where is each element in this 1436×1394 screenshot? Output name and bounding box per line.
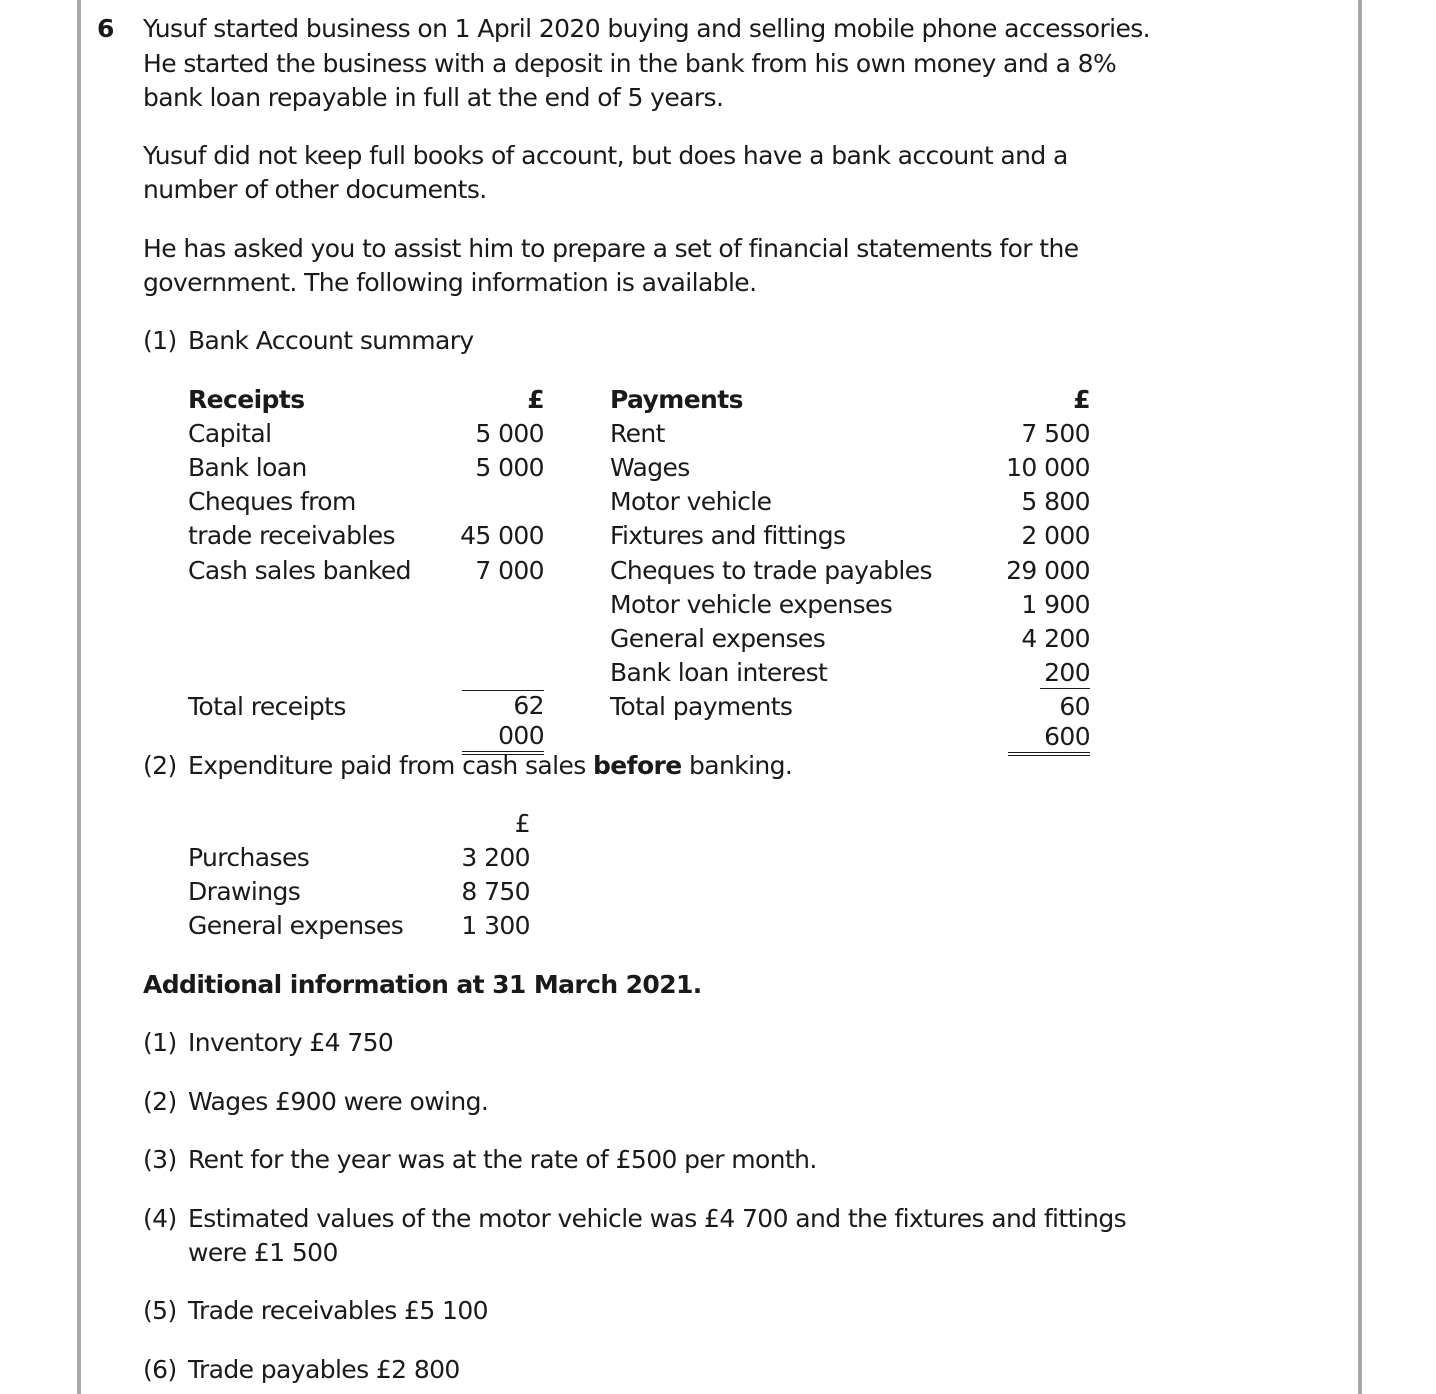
additional-item-text: were £1 500 bbox=[188, 1238, 338, 1267]
payment-label: Motor vehicle bbox=[610, 487, 772, 516]
payment-label: Fixtures and fittings bbox=[610, 521, 846, 550]
additional-item-label: (6) bbox=[143, 1355, 177, 1384]
section2-title-part: banking. bbox=[681, 751, 793, 780]
para3-line-1: He has asked you to assist him to prepare a set of financial statements for the bbox=[143, 234, 1079, 263]
additional-item-label: (3) bbox=[143, 1145, 177, 1174]
payment-value: 5 800 bbox=[1021, 487, 1090, 516]
page-border-right bbox=[1358, 0, 1362, 1394]
payment-label: Cheques to trade payables bbox=[610, 556, 932, 585]
additional-item-text: Trade payables £2 800 bbox=[188, 1355, 460, 1384]
additional-info-heading: Additional information at 31 March 2021. bbox=[143, 970, 702, 999]
payment-value: 10 000 bbox=[1006, 453, 1090, 482]
payment-value-underlined bbox=[1040, 658, 1090, 689]
receipt-label: Cheques from bbox=[188, 487, 356, 516]
total-receipts-overline bbox=[462, 690, 544, 755]
payment-label: Bank loan interest bbox=[610, 658, 828, 687]
receipt-label: Cash sales banked bbox=[188, 556, 411, 585]
additional-item-label: (1) bbox=[143, 1028, 177, 1057]
payments-header: Payments bbox=[610, 385, 743, 414]
total-receipts-label: Total receipts bbox=[188, 692, 346, 721]
receipt-label: Capital bbox=[188, 419, 272, 448]
total-receipts-value: 62 000 bbox=[462, 691, 544, 755]
payment-label: Rent bbox=[610, 419, 665, 448]
section2-label: (2) bbox=[143, 751, 177, 780]
para3-line-2: government. The following information is available. bbox=[143, 268, 757, 297]
payment-label: Wages bbox=[610, 453, 690, 482]
para2-line-1: Yusuf did not keep full books of account, but does have a bank account and a bbox=[143, 141, 1068, 170]
cash-expenditure-label: Drawings bbox=[188, 877, 301, 906]
receipt-label: trade receivables bbox=[188, 521, 395, 550]
cash-expenditure-currency: £ bbox=[514, 809, 530, 838]
section1-title: Bank Account summary bbox=[188, 326, 474, 355]
additional-item-label: (4) bbox=[143, 1204, 177, 1233]
section2-title-bold: before bbox=[593, 751, 682, 780]
receipt-value: 7 000 bbox=[475, 556, 544, 585]
cash-expenditure-value: 3 200 bbox=[461, 843, 530, 872]
payment-value: 4 200 bbox=[1021, 624, 1090, 653]
payments-currency: £ bbox=[1073, 385, 1090, 414]
additional-item-label: (5) bbox=[143, 1296, 177, 1325]
additional-item-text: Wages £900 were owing. bbox=[188, 1087, 489, 1116]
cash-expenditure-label: Purchases bbox=[188, 843, 310, 872]
para2-line-2: number of other documents. bbox=[143, 175, 487, 204]
receipts-header: Receipts bbox=[188, 385, 305, 414]
section2-title-part: Expenditure paid from cash sales bbox=[188, 751, 594, 780]
payment-value: 29 000 bbox=[1006, 556, 1090, 585]
receipt-value: 5 000 bbox=[475, 453, 544, 482]
additional-item-label: (2) bbox=[143, 1087, 177, 1116]
payment-value: 2 000 bbox=[1021, 521, 1090, 550]
intro-line-2: He started the business with a deposit in the bank from his own money and a 8% bbox=[143, 49, 1117, 78]
total-receipts-box bbox=[462, 690, 544, 755]
intro-line-3: bank loan repayable in full at the end of 5 years. bbox=[143, 83, 724, 112]
page-border-left bbox=[77, 0, 81, 1394]
payment-label: Motor vehicle expenses bbox=[610, 590, 893, 619]
cash-expenditure-value: 1 300 bbox=[461, 911, 530, 940]
payment-value: 7 500 bbox=[1021, 419, 1090, 448]
total-payments-box bbox=[1008, 692, 1090, 756]
additional-item-text: Inventory £4 750 bbox=[188, 1028, 394, 1057]
total-payments-value: 60 600 bbox=[1008, 692, 1090, 756]
cash-expenditure-value: 8 750 bbox=[461, 877, 530, 906]
payment-label: General expenses bbox=[610, 624, 826, 653]
receipt-value: 5 000 bbox=[475, 419, 544, 448]
additional-item-text: Rent for the year was at the rate of £500 per month. bbox=[188, 1145, 817, 1174]
additional-item-text: Trade receivables £5 100 bbox=[188, 1296, 488, 1325]
receipt-value: 45 000 bbox=[460, 521, 544, 550]
payment-value: 1 900 bbox=[1021, 590, 1090, 619]
question-number: 6 bbox=[97, 14, 115, 43]
total-payments-label: Total payments bbox=[610, 692, 793, 721]
receipt-label: Bank loan bbox=[188, 453, 307, 482]
additional-item-text: Estimated values of the motor vehicle was £4 700 and the fixtures and fittings bbox=[188, 1204, 1127, 1233]
intro-line-1: Yusuf started business on 1 April 2020 buying and selling mobile phone accessories. bbox=[143, 14, 1151, 43]
cash-expenditure-label: General expenses bbox=[188, 911, 404, 940]
section1-label: (1) bbox=[143, 326, 177, 355]
section2-title bbox=[188, 749, 792, 783]
payment-value: 200 bbox=[1040, 658, 1090, 689]
receipts-currency: £ bbox=[527, 385, 544, 414]
